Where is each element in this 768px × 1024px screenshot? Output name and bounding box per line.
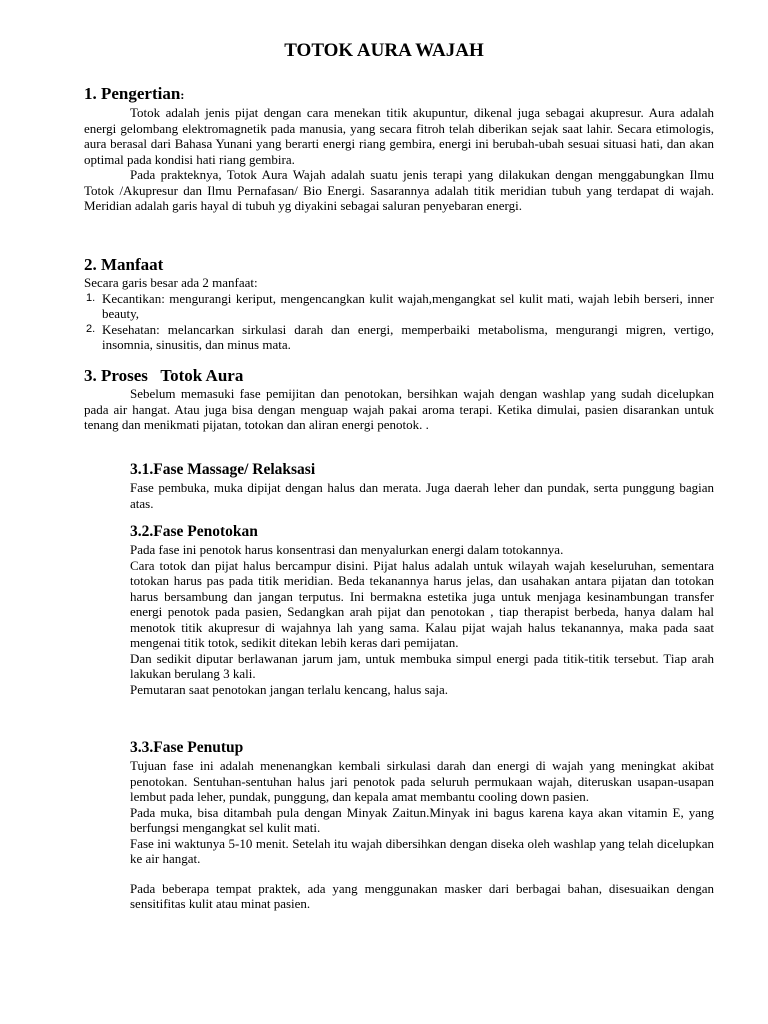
paragraph: Pemutaran saat penotokan jangan terlalu kencang, halus saja. [130, 681, 449, 697]
paragraph: Dan sedikit diputar berlawanan jarum jam, untuk membuka simpul energi pada titik-titik tersebut. Tiap arah lakukan berulang 3 kali. [130, 650, 714, 681]
list-item-text: Kesehatan: melancarkan sirkulasi darah dan energi, memperbaiki metabolisma, mengurangi migren, vertigo, insomnia, sinusitis, dan minus mata. [102, 321, 714, 352]
section-heading-pengertian [84, 84, 714, 105]
paragraph: Fase pembuka, muka dipijat dengan halus dan merata. Juga daerah leher dan pundak, serta punggung bagian atas. [130, 480, 714, 511]
subsection-heading-penutup: 3.3.Fase Penutup [130, 739, 244, 756]
list-item [84, 322, 714, 353]
subsection-penutup [130, 738, 714, 912]
list-item [84, 291, 714, 322]
section-proses [84, 366, 714, 433]
paragraph: Pada beberapa tempat praktek, ada yang menggunakan masker dari berbagai bahan, disesuaikan dengan sensitifitas kulit atau minat pasien. [130, 880, 714, 911]
paragraph: Secara garis besar ada 2 manfaat: [84, 275, 258, 290]
section-heading-proses: 3. Proses Totok Aura [84, 366, 244, 385]
list-number: 2. [86, 322, 96, 335]
paragraph: Pada prakteknya, Totok Aura Wajah adalah suatu jenis terapi yang dilakukan dengan menggabungkan Ilmu Totok /Akupresur dan Ilmu Pernafasan/ Bio Energi. Sasarannya adalah titik meridian tubuh yang terdapat di wajah. Meridian adalah garis hayal di tubuh yg diyakini sebagai saluran penyebaran energi. [84, 167, 714, 213]
paragraph: Totok adalah jenis pijat dengan cara menekan titik akupuntur, dikenal juga sebagai akupresur. Aura adalah energi gelombang elektromagnetik pada manusia, yang secara fitroh telah diberikan sejak saat lahir. Secara etimologis, aura berasal dari Bahasa Yunani yang berarti energi riang gembira, energi ini berubah-ubah sesuai situasi hati, dan akan optimal pada kondisi hati riang gembira. [84, 105, 714, 167]
paragraph: Fase ini waktunya 5-10 menit. Setelah itu wajah dibersihkan dengan diseka oleh washlap yang telah dicelupkan ke air hangat. [130, 835, 714, 866]
list-number: 1. [86, 291, 96, 304]
paragraph: Cara totok dan pijat halus bercampur disini. Pijat halus adalah untuk wilayah wajah keseluruhan, sementara totokan harus pas pada titik meridian. Beda tekanannya harus jelas, dan usahakan antara pijatan dan totokan harus bersambung dan jangan terputus. Ini bermakna estetika juga untuk menjaga kesinambungan transfer energi penotok pada pasien, Sedangkan arah pijat dan penotokan , tiap therapist berbeda, hanya dalam hal menotok titik akupresur di wajahnya lah yang sama. Kalau pijat wajah halus tekanannya, maka pada saat mengenai titik totok, sedikit ditekan lebih keras dari pemijatan. [130, 557, 714, 650]
document-title: TOTOK AURA WAJAH [284, 40, 484, 61]
subsection-penotokan [130, 522, 714, 697]
section-heading-manfaat: 2. Manfaat [84, 255, 164, 274]
list-item-text: Kecantikan: mengurangi keriput, mengencangkan kulit wajah,mengangkat sel kulit mati, wajah lebih berseri, inner beauty, [102, 290, 714, 321]
subsection-massage [130, 460, 714, 511]
paragraph: Tujuan fase ini adalah menenangkan kembali sirkulasi darah dan energi di wajah yang meningkat akibat penotokan. Sentuhan-sentuhan halus jari penotok pada seluruh permukaan wajah, diteruskan usapan-usapan lembut pada leher, pundak, punggung, dan kepala amat membantu cooling down pasien. [130, 758, 714, 804]
section-pengertian [84, 84, 714, 214]
paragraph: Pada muka, bisa ditambah pula dengan Minyak Zaitun.Minyak ini bagus karena kaya akan vitamin E, yang berfungsi mengangkat sel kulit mati. [130, 804, 714, 835]
subsection-heading-penotokan: 3.2.Fase Penotokan [130, 523, 258, 540]
heading-text: 1. Pengertian [84, 84, 181, 103]
paragraph: Sebelum memasuki fase pemijitan dan penotokan, bersihkan wajah dengan washlap yang sudah dicelupkan pada air hangat. Atau juga bisa dengan menguap wajah pakai aroma terapi. Ketika dimulai, pasien disarankan untuk tenang dan menikmati pijatan, totokan dan aliran energi penotok. . [84, 386, 714, 432]
benefit-list [84, 291, 714, 353]
heading-suffix: : [180, 88, 185, 102]
section-manfaat [84, 255, 714, 353]
paragraph: Pada fase ini penotok harus konsentrasi dan menyalurkan energi dalam totokannya. [130, 542, 564, 557]
subsection-heading-massage: 3.1.Fase Massage/ Relaksasi [130, 461, 316, 478]
paragraph-gap [130, 867, 714, 881]
